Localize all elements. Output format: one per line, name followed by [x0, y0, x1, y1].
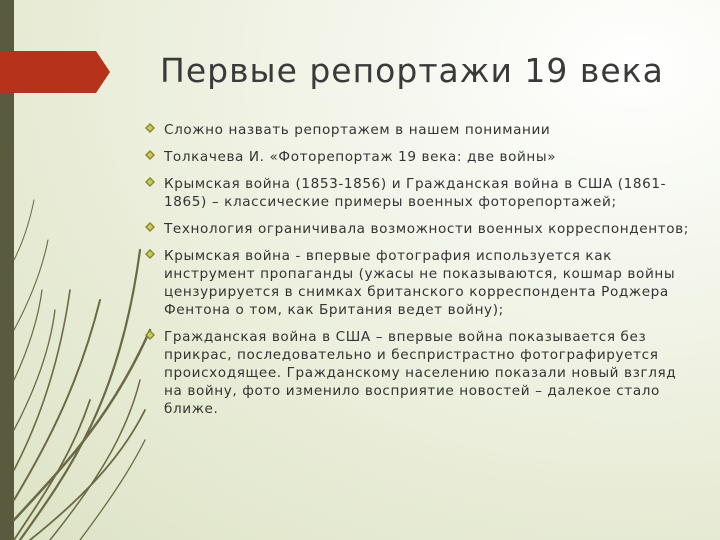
- diamond-bullet-icon: [145, 249, 155, 259]
- bullet-item: [145, 175, 690, 211]
- title-accent-tab: [0, 51, 110, 93]
- bullet-text: Технология ограничивала возможности военных корреспондентов;: [164, 221, 689, 237]
- diamond-bullet-icon: [145, 177, 155, 187]
- slide-title: Первые репортажи 19 века: [160, 51, 664, 90]
- bullet-item: [145, 220, 690, 238]
- bullet-item: [145, 148, 690, 166]
- diamond-bullet-icon: [145, 150, 155, 160]
- diamond-bullet-icon: [145, 222, 155, 232]
- bullet-item: [145, 328, 690, 418]
- bullet-text: Гражданская война в США – впервые война показывается без прикрас, последовательно и беспристрастно фотографируется происходящее. Гражданскому населению показали новый взгляд на войну, фото изменило восприятие новостей – далекое стало ближе.: [164, 329, 677, 417]
- bullet-text: Сложно назвать репортажем в нашем понимании: [164, 122, 551, 138]
- bullet-item: [145, 247, 690, 319]
- bullet-list: [145, 121, 690, 427]
- bullet-text: Крымская война - впервые фотография используется как инструмент пропаганды (ужасы не показываются, кошмар войны цензурируется в снимках британского корреспондента Роджера Фентона о том, как Британия ведет войну);: [164, 248, 676, 318]
- bullet-item: [145, 121, 690, 139]
- bullet-text: Крымская война (1853-1856) и Гражданская война в США (1861-1865) – классические примеры военных фоторепортажей;: [164, 176, 667, 210]
- diamond-bullet-icon: [145, 123, 155, 133]
- diamond-bullet-icon: [145, 330, 155, 340]
- bullet-text: Толкачева И. «Фоторепортаж 19 века: две войны»: [164, 149, 557, 165]
